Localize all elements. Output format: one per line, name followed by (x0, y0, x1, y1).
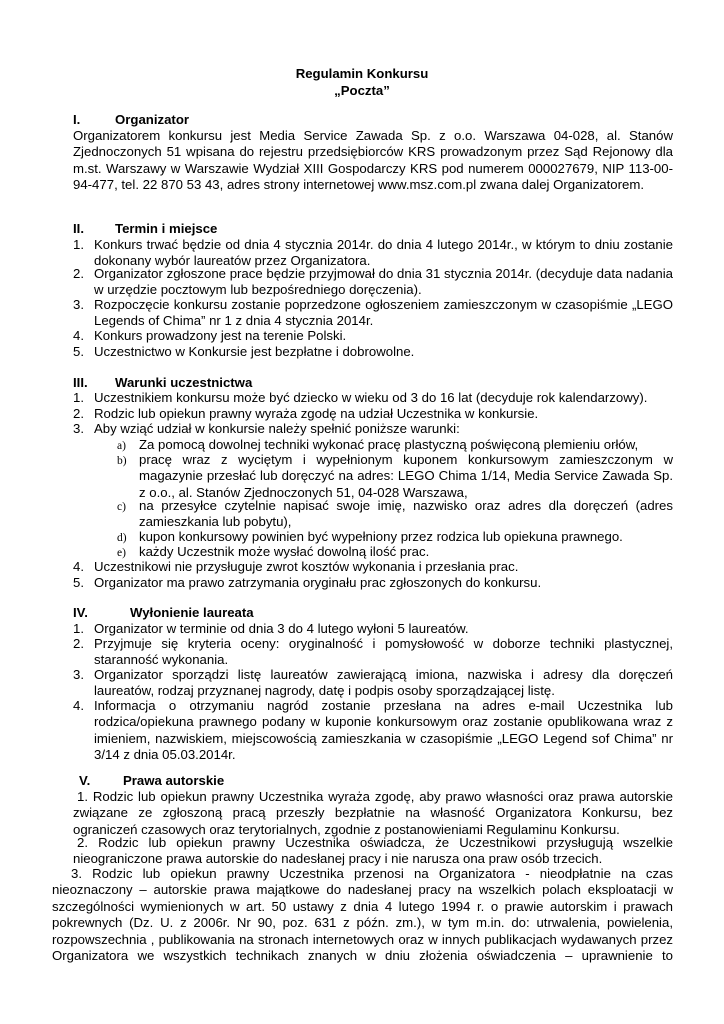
list-item-text: Uczestnictwo w Konkursie jest bezpłatne i dobrowolne. (94, 344, 415, 359)
section-body-organizator: Organizatorem konkursu jest Media Service Zawada Sp. z o.o. Warszawa 04-028, al. Stanów Zjednoczonych 51 wpisana do rejestru przedsiębiorców KRS prowadzonym przez Sąd Rejonowy dla m.st. Warszawy w Warszawie Wydział XIII Gospodarczy KRS pod numerem 000027679, NIP 113-00-94-477, tel. 22 870 53 43, adres strony internetowej www.msz.com.pl zwana dalej Organizatorem. (73, 128, 673, 193)
list-item-text: Aby wziąć udział w konkursie należy spełnić poniższe warunki: (94, 421, 460, 436)
document-subtitle: „Poczta” (334, 83, 390, 98)
paragraph: 3. Rodzic lub opiekun prawny Uczestnika przenosi na Organizatora - nieodpłatnie na czas nieoznaczony – autorskie prawa majątkowe do nadesłanej pracy na wszelkich polach eksploatacji w szczególności wymienionych w art. 50 ustawy z dnia 4 lutego 1994 r. o prawie autorskim i prawach pokrewnych (Dz. U. z 2006r. Nr 90, poz. 631 z późn. zm.), w tym m.in. do: utrwalenia, powielenia, rozpowszechnia , publikowania na stronach internetowych oraz w innych publikacjach wydawanych przez Organizatora we wszystkich technikach znanych w dniu złożenia oświadczenia – uprawnienie to (52, 866, 673, 964)
list-item-number: 5. (73, 344, 84, 359)
sub-list-item-text: kupon konkursowy powinien być wypełniony przez rodzica lub opiekuna prawnego. (139, 529, 623, 544)
sub-list-item-text: na przesyłce czytelnie napisać swoje imię, nazwisko oraz adres dla doręczeń (adres zamieszkania lub pobytu), (139, 498, 673, 530)
list-item (73, 698, 673, 764)
list-item-text: Rodzic lub opiekun prawny wyraża zgodę na udział Uczestnika w konkursie. (94, 406, 539, 421)
sub-list-item-letter: b) (117, 455, 127, 467)
list-item-number: 2. (73, 406, 84, 421)
list-item (73, 297, 673, 330)
section-heading-warunki (73, 375, 252, 391)
section-heading-termin (73, 221, 217, 237)
sub-list-item-letter: d) (117, 532, 127, 544)
list-item (73, 621, 673, 637)
list-item (73, 575, 673, 591)
list-item-number: 1. (73, 621, 84, 636)
list-item (73, 406, 673, 422)
list-item-text: Organizator w terminie od dnia 3 do 4 lutego wyłoni 5 laureatów. (94, 621, 469, 636)
sub-list-item (117, 498, 673, 531)
list-item-text: Przyjmuje się kryteria oceny: oryginalność i pomysłowość w doborze techniki plastycznej, staranność wykonania. (94, 636, 673, 668)
list-item-text: Organizator zgłoszone prace będzie przyjmował do dnia 31 stycznia 2014r. (decyduje data nadania w urzędzie pocztowym lub bezpośredniego doręczenia). (94, 266, 673, 298)
list-item-number: 1. (73, 390, 84, 405)
list-item-number: 4. (73, 328, 84, 343)
section-number: I. (73, 112, 81, 127)
list-item (73, 559, 673, 575)
list-item-number: 5. (73, 575, 84, 590)
list-item-text: Uczestnikowi nie przysługuje zwrot kosztów wykonania i przesłania prac. (94, 559, 519, 574)
list-item (73, 266, 673, 299)
section-title: Termin i miejsce (115, 221, 218, 236)
section-heading-organizator (73, 112, 189, 128)
list-item-number: 3. (73, 297, 84, 312)
list-item (73, 421, 673, 437)
sub-list-item-letter: a) (117, 440, 126, 452)
sub-list-item (117, 452, 673, 501)
list-item-text: Informacja o otrzymaniu nagród zostanie przesłana na adres e-mail Uczestnika lub rodzica/opiekuna prawnego podany w kuponie konkursowym oraz zostanie opublikowana wraz z imieniem, nazwiskiem, miejscowością zamieszkania w czasopiśmie „LEGO Legend sof Chima” nr 3/14 z dnia 05.03.2014r. (94, 698, 673, 763)
section-number: II. (73, 221, 84, 236)
list-item-text: Rozpoczęcie konkursu zostanie poprzedzone ogłoszeniem zamieszczonym w czasopiśmie „LEGO Legends of Chima” nr 1 z dnia 4 stycznia 2014r. (94, 297, 673, 329)
list-item (73, 390, 673, 406)
list-item-text: Uczestnikiem konkursu może być dziecko w wieku od 3 do 16 lat (decyduje rok kalendarzowy). (94, 390, 648, 405)
paragraph: 2. Rodzic lub opiekun prawny Uczestnika oświadcza, że Uczestnikowi przysługują wszelkie nieograniczone prawa autorskie do nadesłanej pracy i nie narusza ona praw osób trzecich. (73, 835, 673, 867)
list-item-number: 4. (73, 559, 84, 574)
list-item-text: Konkurs trwać będzie od dnia 4 stycznia 2014r. do dnia 4 lutego 2014r., w którym to dniu zostanie dokonany wybór laureatów przez Organizatora. (94, 237, 673, 269)
list-item (73, 636, 673, 669)
section-title: Organizator (115, 112, 190, 127)
sub-list-item-text: każdy Uczestnik może wysłać dowolną ilość prac. (139, 544, 430, 559)
list-item (73, 667, 673, 700)
list-item-number: 1. (73, 237, 84, 252)
section-heading-prawa-autorskie (79, 773, 224, 789)
list-item-number: 3. (73, 667, 84, 682)
section-title: Prawa autorskie (123, 773, 225, 788)
list-item-text: Organizator sporządzi listę laureatów zawierającą imiona, nazwiska i adresy dla doręczeń laureatów, rodzaj przyznanej nagrody, datę i podpis osoby sporządzającej listę. (94, 667, 673, 699)
sub-list-item-letter: e) (117, 547, 126, 559)
list-item (73, 328, 673, 344)
list-item (73, 237, 673, 270)
list-item-number: 4. (73, 698, 84, 713)
list-item-text: Konkurs prowadzony jest na terenie Polski. (94, 328, 347, 343)
document-title: Regulamin Konkursu (295, 66, 429, 81)
paragraph: 1. Rodzic lub opiekun prawny Uczestnika wyraża zgodę, aby prawo własności oraz prawa autorskie związane ze zgłoszoną pracą przeszły bezpłatnie na własność Organizatora Konkursu, bez ograniczeń czasowych oraz terytorialnych, zgodnie z postanowieniami Regulaminu Konkursu. (73, 789, 673, 837)
section-number: IV. (73, 605, 88, 620)
sub-list-item-text: pracę wraz z wyciętym i wypełnionym kuponem konkursowym zamieszczonym w magazynie przesłać lub doręczyć na adres: LEGO Chima 1/14, Media Service Zawada Sp. z o.o., al. Stanów Zjednoczonych 51, 04-028 Warszawa, (139, 452, 673, 500)
section-title: Warunki uczestnictwa (115, 375, 253, 390)
sub-list-item (117, 529, 673, 545)
section-title: Wyłonienie laureata (130, 605, 254, 620)
section-heading-wylonienie (73, 605, 254, 621)
sub-list-item-letter: c) (117, 501, 126, 513)
list-item-number: 3. (73, 421, 84, 436)
sub-list-item (117, 437, 673, 453)
list-item (73, 344, 673, 360)
list-item-text: Organizator ma prawo zatrzymania oryginału prac zgłoszonych do konkursu. (94, 575, 542, 590)
list-item-number: 2. (73, 266, 84, 281)
list-item-number: 2. (73, 636, 84, 651)
section-number: III. (73, 375, 88, 390)
section-number: V. (79, 773, 91, 788)
sub-list-item (117, 544, 673, 560)
sub-list-item-text: Za pomocą dowolnej techniki wykonać pracę plastyczną poświęconą plemieniu orłów, (139, 437, 639, 452)
